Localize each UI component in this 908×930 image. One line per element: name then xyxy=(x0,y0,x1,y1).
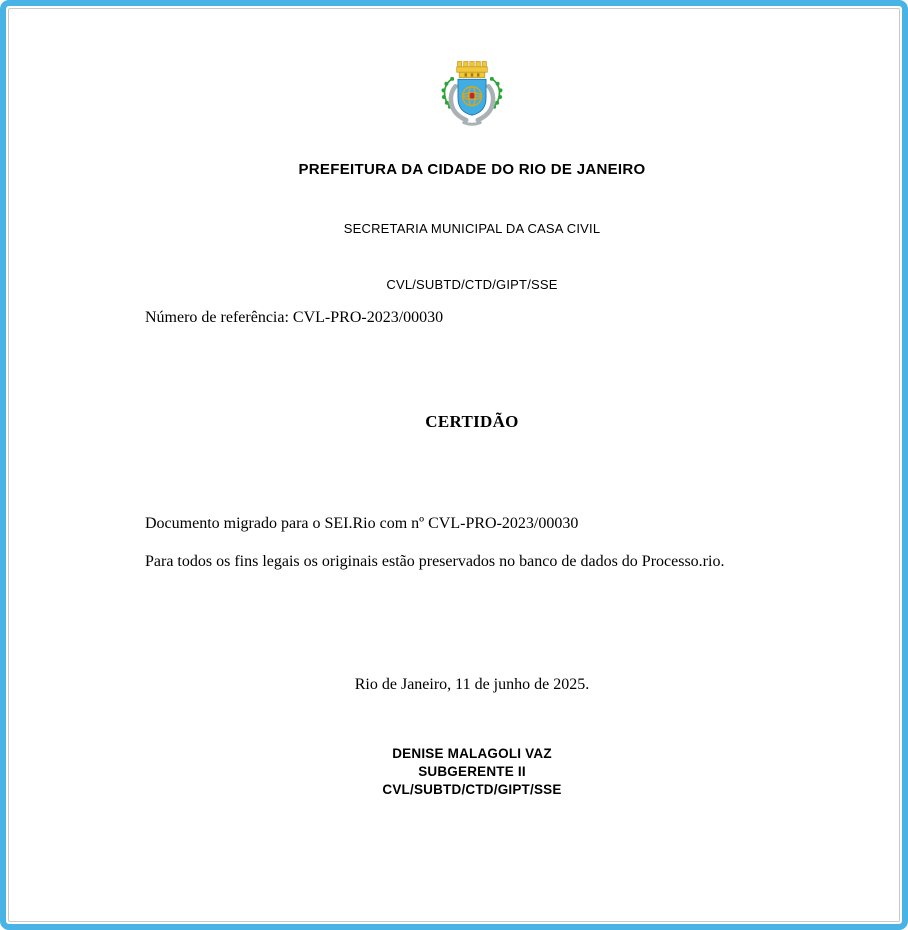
signer-name: DENISE MALAGOLI VAZ xyxy=(392,746,552,761)
document-title: CERTIDÃO xyxy=(425,412,519,431)
phrygian-cap xyxy=(470,93,475,99)
signer-role: SUBGERENTE II xyxy=(418,764,526,779)
rio-coat-of-arms-icon xyxy=(145,59,799,135)
document-page xyxy=(8,8,900,922)
signature-block xyxy=(145,745,799,799)
unit-code: CVL/SUBTD/CTD/GIPT/SSE xyxy=(386,277,558,292)
signer-unit: CVL/SUBTD/CTD/GIPT/SSE xyxy=(382,782,562,797)
body-paragraph: Para todos os fins legais os originais estão preservados no banco de dados do Processo.rio. xyxy=(145,553,725,570)
org-name: PREFEITURA DA CIDADE DO RIO DE JANEIRO xyxy=(298,161,646,178)
mural-crown xyxy=(457,61,488,77)
secretariat-name: SECRETARIA MUNICIPAL DA CASA CIVIL xyxy=(343,221,601,236)
document-content xyxy=(9,9,899,799)
date-line: Rio de Janeiro, 11 de junho de 2025. xyxy=(354,676,590,693)
reference-number: Número de referência: CVL-PRO-2023/00030 xyxy=(145,309,444,326)
body-paragraph: Documento migrado para o SEI.Rio com nº CVL-PRO-2023/00030 xyxy=(145,515,579,532)
